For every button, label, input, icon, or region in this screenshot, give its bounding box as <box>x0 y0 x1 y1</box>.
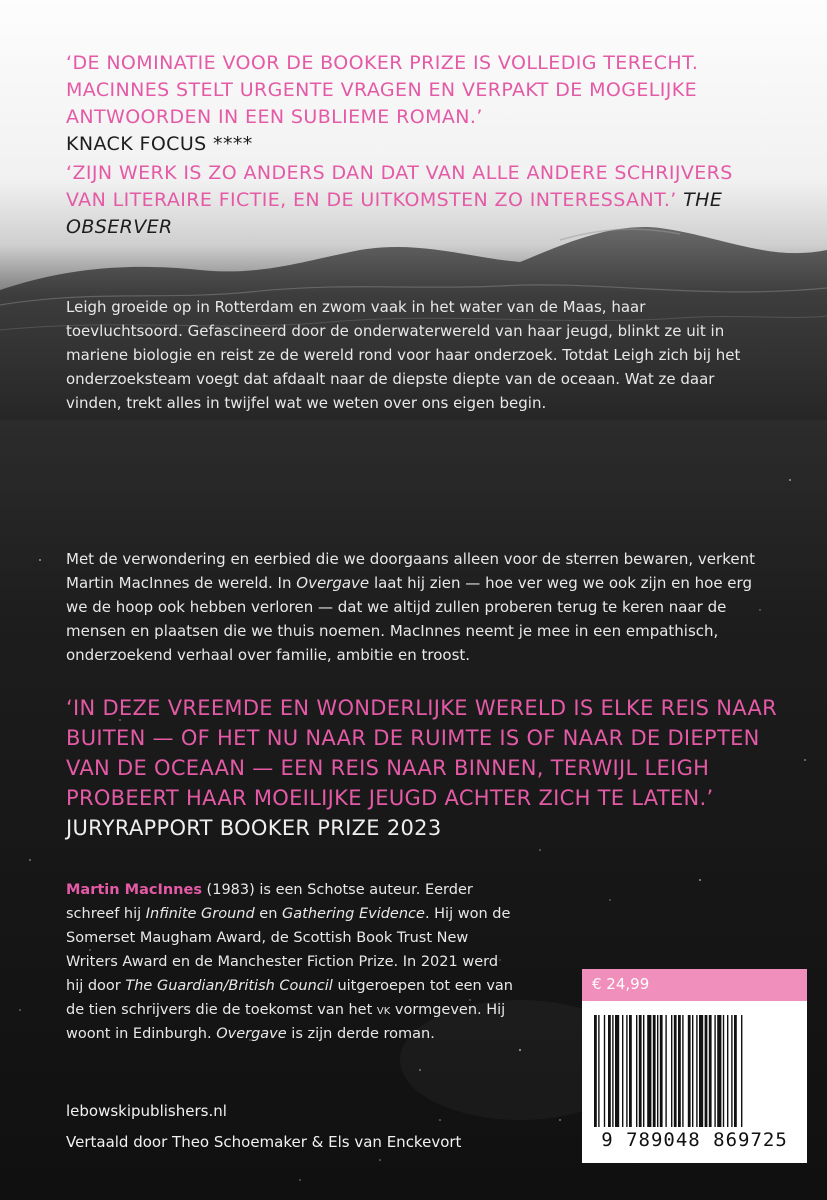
bio-text: is zijn derde roman. <box>286 1026 435 1042</box>
barcode-bar <box>615 1015 619 1127</box>
author-bio <box>66 878 516 1046</box>
barcode-bar <box>678 1015 681 1127</box>
barcode <box>582 1001 807 1163</box>
barcode-bar <box>699 1015 703 1127</box>
jury-quote <box>66 693 786 843</box>
translator-credit: Vertaald door Theo Schoemaker & Els van Enckevort <box>66 1133 462 1151</box>
barcode-bar <box>705 1015 708 1127</box>
barcode-bar <box>692 1015 693 1127</box>
publisher-website: lebowskipublishers.nl <box>66 1102 227 1120</box>
barcode-bar <box>741 1015 742 1127</box>
book-title: Overgave <box>216 1026 287 1042</box>
blurb-paragraph-1: Leigh groeide op in Rotterdam en zwom vaak in het water van de Maas, haar toevluchtsoord. Gefascineerd door de onderwaterwereld van haar jeugd, blinkt ze uit in mariene biologie en reist ze de wereld rond voor haar onderzoek. Totdat Leigh zich bij het onderzoeksteam voegt dat afdaalt naar de diepste diepte van de oceaan. Wat ze daar vinden, trekt alles in twijfel wat we weten over ons eigen begin. <box>66 298 741 412</box>
barcode-bar <box>665 1015 666 1127</box>
barcode-bar <box>612 1015 613 1127</box>
barcode-bars <box>594 1015 794 1127</box>
barcode-bar <box>629 1015 632 1127</box>
barcode-bar <box>734 1015 737 1127</box>
barcode-bar <box>723 1015 724 1127</box>
book-title: Gathering Evidence <box>282 906 425 922</box>
bio-text: uitgeroepen tot een van de tien schrijvers die de toekomst van het <box>66 978 513 1018</box>
quote-text: ‘IN DEZE VREEMDE EN WONDERLIJKE WERELD IS ELKE REIS NAAR BUITEN — OF HET NU NAAR DE RUIMTE IS OF NAAR DE DIEPTEN VAN DE OCEAAN — EEN REIS NAAR BINNEN, TERWIJL LEIGH PROBEERT HAAR MOEILIJKE JEUGD ACHTER ZICH TE LATEN.’ <box>66 696 778 810</box>
blurb-text: laat hij zien — hoe ver weg we ook zijn en hoe erg we de hoop ook hebben verloren — dat we altijd zullen proberen terug te keren naar de mensen en plaatsen die we thuis noemen. MacInnes neemt je mee in een empathisch, onderzoekend verhaal over familie, ambitie en troost. <box>66 574 752 664</box>
barcode-bar <box>688 1015 691 1127</box>
quote-attribution: KNACK FOCUS **** <box>66 133 253 155</box>
barcode-bar <box>657 1015 658 1127</box>
barcode-bar <box>674 1015 677 1127</box>
barcode-bar <box>714 1015 715 1127</box>
quote-attribution: THE OBSERVER <box>66 189 723 238</box>
barcode-bar <box>604 1015 605 1127</box>
barcode-bar <box>639 1015 642 1127</box>
barcode-bar <box>660 1015 663 1127</box>
barcode-bar <box>594 1015 597 1127</box>
barcode-bar <box>647 1015 651 1127</box>
book-title: Infinite Ground <box>145 906 255 922</box>
barcode-bar <box>636 1015 637 1127</box>
blurb-paragraph-2 <box>66 547 766 667</box>
bio-text: en <box>254 906 283 922</box>
bio-text: . Hij won de Somerset Maugham Award, de Scottish Book Trust New Writers Award en de Manchester Fiction Prize. In 2021 werd hij door <box>66 906 511 994</box>
author-name: Martin MacInnes <box>66 882 202 898</box>
blurb-text: Met de verwondering en eerbied die we doorgaans alleen voor de sterren bewaren, verkent Martin MacInnes de wereld. In <box>66 550 755 592</box>
barcode-bar <box>709 1015 712 1127</box>
country-abbreviation: vk <box>376 1002 391 1018</box>
barcode-bar <box>598 1015 599 1127</box>
organization-name: The Guardian/British Council <box>125 978 333 994</box>
quote-attribution: JURYRAPPORT BOOKER PRIZE 2023 <box>66 816 442 840</box>
barcode-bar <box>696 1015 697 1127</box>
isbn-number: 9 789048 869725 <box>601 1129 788 1151</box>
book-title: Overgave <box>296 574 370 592</box>
barcode-bar <box>626 1015 627 1127</box>
barcode-bar <box>671 1015 672 1127</box>
quote-text: ‘DE NOMINATIE VOOR DE BOOKER PRIZE IS VOLLEDIG TERECHT. MACINNES STELT URGENTE VRAGEN EN VERPAKT DE MOGELIJKE ANTWOORDEN IN EEN SUBLIEME ROMAN.’ <box>66 52 699 128</box>
review-quote-observer <box>66 160 766 241</box>
barcode-bar <box>727 1015 728 1127</box>
quote-text: ‘ZIJN WERK IS ZO ANDERS DAN DAT VAN ALLE ANDERE SCHRIJVERS VAN LITERAIRE FICTIE, EN DE UITKOMSTEN ZO INTERESSANT.’ <box>66 162 733 211</box>
barcode-bar <box>653 1015 656 1127</box>
bio-text: (1983) is een Schotse auteur. Eerder schreef hij <box>66 882 473 922</box>
barcode-bar <box>717 1015 721 1127</box>
bio-text: vormgeven. Hij woont in Edinburgh. <box>66 1002 506 1042</box>
price-text: € 24,99 <box>592 975 650 993</box>
barcode-bar <box>682 1015 683 1127</box>
price-label <box>582 969 807 1001</box>
review-quote-knack <box>66 50 786 158</box>
barcode-bar <box>608 1015 611 1127</box>
barcode-bar <box>731 1015 732 1127</box>
barcode-bar <box>622 1015 623 1127</box>
barcode-bar <box>643 1015 644 1127</box>
